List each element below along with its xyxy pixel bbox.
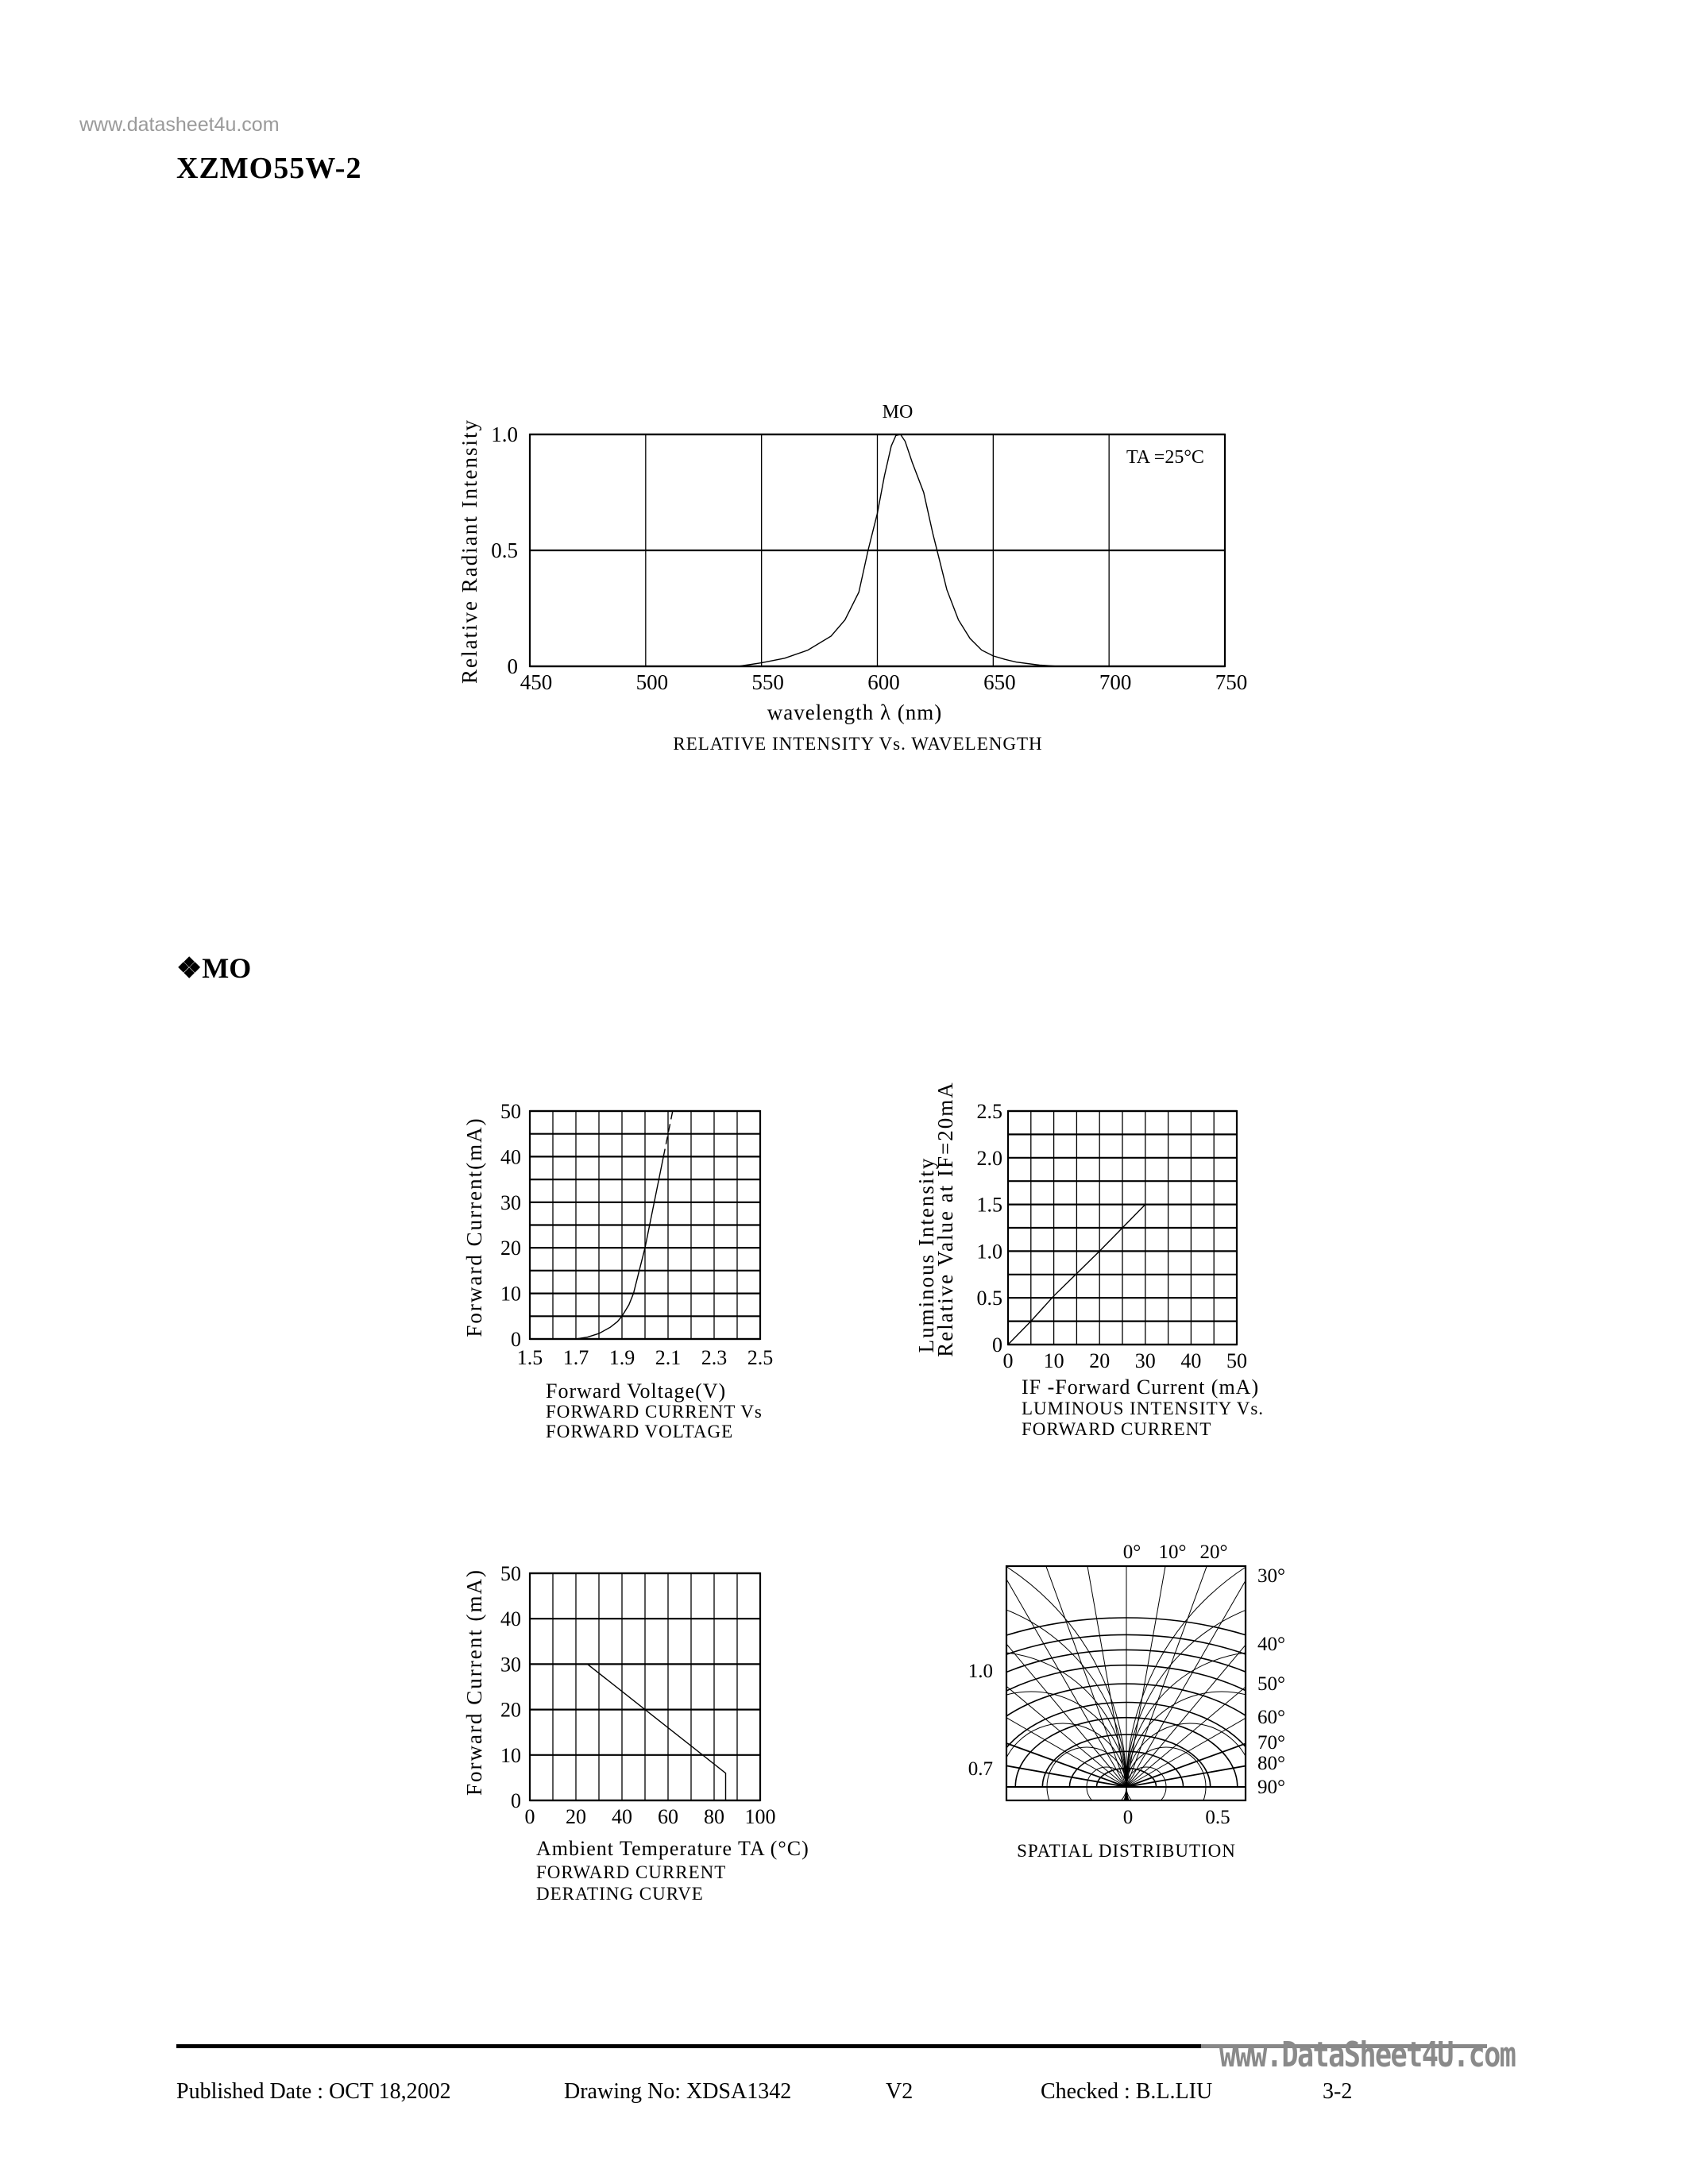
y-tick-label: 10 [500,1282,521,1306]
angle-label: 40° [1257,1634,1285,1655]
x-axis-label: Ambient Temperature TA (°C) [536,1837,809,1860]
radial-tick-label: 0.7 [968,1758,993,1780]
y-tick-label: 0.5 [976,1287,1002,1310]
y-axis-label: Forward Current (mA) [462,1569,486,1796]
x-tick-label: 60 [658,1805,678,1828]
x-tick-label: 80 [704,1805,724,1828]
series-line [588,1664,726,1800]
x-tick-label: 10 [1043,1349,1064,1372]
x-tick-label: 40 [612,1805,632,1828]
x-tick-label: 40 [1180,1349,1202,1372]
chart-caption: FORWARD CURRENT Vs [546,1402,763,1422]
footer-checked-by: Checked : B.L.LIU [1041,2079,1213,2104]
y-tick-label: 2.5 [976,1100,1002,1123]
footer-version: V2 [886,2079,914,2104]
radial-tick-label: 1.0 [968,1661,993,1682]
x-tick-label: 0 [1122,1807,1134,1828]
x-tick-label: 0 [1002,1349,1014,1372]
radial-line [1126,1480,1492,1787]
angle-label: 50° [1257,1673,1285,1695]
footer-page-number: 3-2 [1323,2079,1353,2104]
angle-label: 20° [1199,1542,1228,1563]
y-tick-label: 10 [500,1743,521,1767]
y-tick-label: 0 [511,1789,521,1812]
angle-label: 0° [1122,1542,1141,1563]
x-tick-label: 1.7 [562,1346,589,1369]
y-tick-label: 0 [992,1333,1002,1356]
x-tick-label: 700 [1099,670,1132,694]
x-tick-label: 750 [1215,670,1248,694]
radial-line [657,1704,1126,1787]
y-tick-label: 1.0 [491,423,518,446]
section-heading: ❖MO [176,952,252,984]
x-tick-label: 20 [1089,1349,1111,1372]
y-tick-label: 20 [500,1698,521,1722]
x-tick-label: 500 [635,670,669,694]
angle-label: 90° [1257,1777,1285,1798]
y-tick-label: 30 [500,1190,521,1214]
radial-line [1126,1704,1596,1787]
chart-0 [458,402,1247,754]
watermark-top: www.datasheet4u.com [79,114,280,136]
footer-published-date: Published Date : OCT 18,2002 [176,2079,451,2104]
y-tick-label: 1.0 [976,1240,1002,1264]
radial-line [820,1422,1126,1787]
y-axis-label: Relative Radiant Intensity [458,419,481,684]
y-tick-label: 50 [500,1562,521,1585]
angle-label: 80° [1257,1753,1285,1774]
x-axis-label: Forward Voltage(V) [546,1379,727,1403]
x-tick-label: 1.5 [516,1346,543,1369]
chart-caption: DERATING CURVE [536,1884,704,1904]
radial-line [678,1624,1126,1787]
part-number-title: XZMO55W-2 [176,152,362,185]
x-tick-label: 2.1 [655,1346,682,1369]
x-tick-label: 0.5 [1205,1807,1230,1828]
watermark-bottom: www.DataSheet4U.com [1219,2035,1516,2075]
radial-line [761,1480,1126,1787]
angle-label: 70° [1257,1732,1285,1754]
chart-2 [914,1081,1264,1439]
chart-caption: SPATIAL DISTRIBUTION [1017,1841,1236,1861]
x-tick-label: 0 [524,1805,535,1828]
chart-caption: FORWARD CURRENT [1022,1419,1212,1439]
chart-1 [462,1100,773,1441]
footer-drawing-number: Drawing No: XDSA1342 [564,2079,792,2104]
angle-label: 30° [1257,1565,1285,1587]
radial-line [1126,1624,1574,1787]
angle-label: 10° [1158,1542,1187,1563]
chart-caption: FORWARD VOLTAGE [546,1422,734,1441]
x-tick-label: 450 [520,670,553,694]
x-axis-label: wavelength λ (nm) [767,700,943,724]
x-tick-label: 30 [1134,1349,1156,1372]
y-axis-label: Relative Value at IF=20mA [933,1081,957,1357]
x-tick-label: 550 [751,670,784,694]
x-tick-label: 1.9 [608,1346,635,1369]
x-tick-label: 2.5 [747,1346,774,1369]
x-tick-label: 50 [1226,1349,1247,1372]
x-tick-label: 650 [983,670,1016,694]
footer-rule [176,2044,1201,2048]
x-tick-label: 20 [566,1805,586,1828]
annotation-temperature: TA =25°C [1126,447,1204,468]
y-axis-label: Luminous Intensity [914,1156,938,1353]
y-tick-label: 1.5 [976,1193,1002,1217]
y-tick-label: 0.5 [491,538,518,562]
x-tick-label: 100 [744,1805,776,1828]
chart-3 [462,1562,809,1904]
chart-caption: FORWARD CURRENT [536,1862,727,1882]
chart-caption: LUMINOUS INTENSITY Vs. [1022,1399,1265,1418]
y-axis-label: Forward Current(mA) [462,1117,486,1337]
x-tick-label: 600 [867,670,900,694]
y-tick-label: 0 [507,654,518,678]
x-axis-label: IF -Forward Current (mA) [1022,1376,1260,1399]
y-tick-label: 20 [500,1237,521,1260]
y-tick-label: 50 [500,1100,521,1123]
y-tick-label: 40 [500,1607,521,1631]
y-tick-label: 0 [511,1328,521,1351]
chart-title: MO [882,402,914,423]
chart-caption: RELATIVE INTENSITY Vs. WAVELENGTH [673,734,1043,754]
y-tick-label: 30 [500,1653,521,1677]
y-tick-label: 40 [500,1145,521,1169]
y-tick-label: 2.0 [976,1146,1002,1170]
x-tick-label: 2.3 [701,1346,728,1369]
angle-label: 60° [1257,1707,1285,1728]
